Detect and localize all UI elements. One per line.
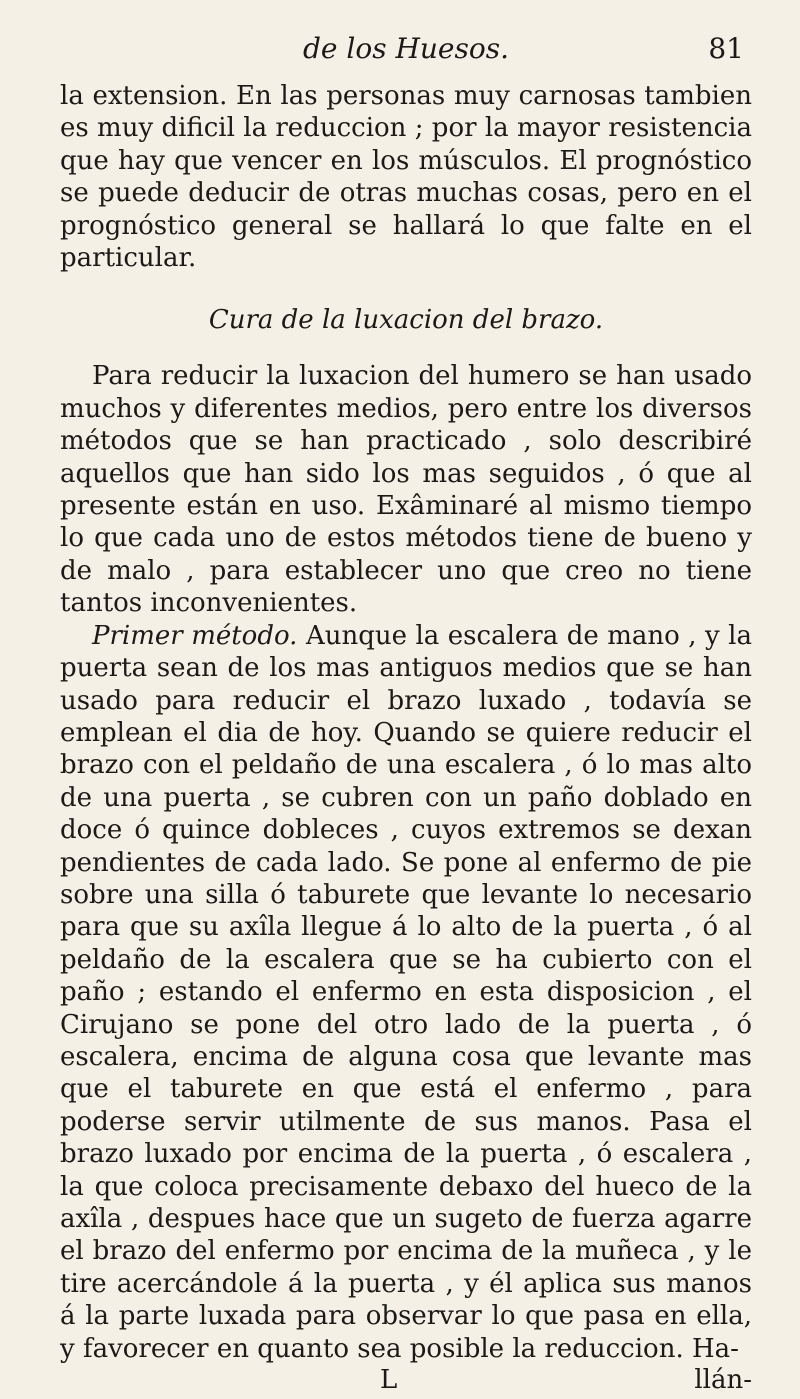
- page-number: 81: [708, 32, 744, 65]
- running-head: [60, 30, 752, 80]
- method-text: Aunque la escalera de mano , y la puerta sean de los mas antiguos medios que se han usado para reducir el brazo luxado , todavía se emplean el dia de hoy. Quando se quiere reducir el brazo con el peldaño de una escalera , ó lo mas alto de una puerta , se cubren con un paño doblado en doce ó quince dobleces , cuyos extremos se dexan pendientes de cada lado. Se pone al enfermo de pie sobre una silla ó taburete que levante lo necesario para que su axîla llegue á lo alto de la puerta , ó al peldaño de la escalera que se ha cubierto con el paño ; estando el enfermo en esta disposicion , el Cirujano se pone del otro lado de la puerta , ó escalera, encima de alguna cosa que levante mas que el taburete en que está el enfermo , para poderse servir utilmente de sus manos. Pasa el brazo luxado por encima de la puerta , ó escalera , la que coloca precisamente debaxo del hueco de la axîla , despues hace que un sugeto de fuerza agarre el brazo del enfermo por encima de la muñeca , y le tire acercándole á la puerta , y él aplica sus manos á la parte luxada para observar lo que pasa en ella, y favorecer en quanto sea posible la reduccion. Ha-: [60, 620, 752, 1364]
- method-paragraph: [60, 620, 752, 1365]
- intro-paragraph: la extension. En las personas muy carnosas tambien es muy dificil la reduccion ; por la mayor resistencia que hay que vencer en los músculos. El prognóstico se puede deducir de otras muchas cosas, pero en el prognóstico general se hallará lo que falte en el particular.: [60, 81, 752, 274]
- method-label: Primer método.: [92, 620, 298, 651]
- signature-mark: L: [380, 1365, 398, 1396]
- catchword: llán-: [694, 1365, 752, 1396]
- page-footer: [60, 1365, 752, 1399]
- section-heading: Cura de la luxacion del brazo.: [208, 305, 604, 336]
- paragraph-two: Para reducir la luxacion del humero se han usado muchos y diferentes medios, pero entre los diversos métodos que se han practicado , solo describiré aquellos que han sido los mas seguidos , ó que al presente están en uso. Exâminaré al mismo tiempo lo que cada uno de estos métodos tiene de bueno y de malo , para establecer uno que creo no tiene tantos inconvenientes.: [60, 361, 752, 619]
- running-title: de los Huesos.: [303, 32, 509, 65]
